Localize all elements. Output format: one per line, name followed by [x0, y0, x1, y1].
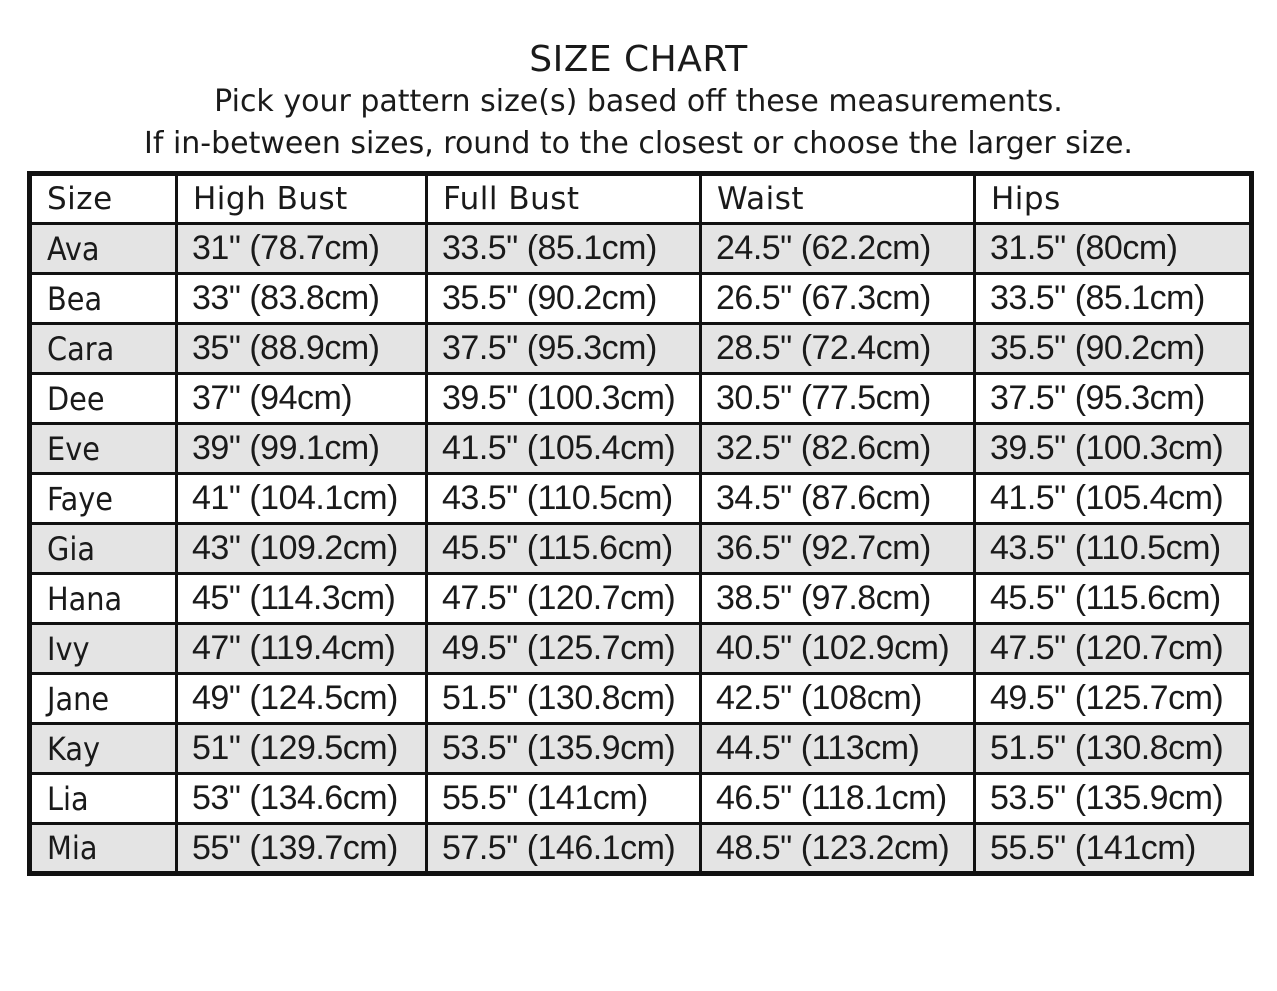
hips-cell: 41.5" (105.4cm)	[975, 474, 1252, 524]
full-bust-cell: 53.5" (135.9cm)	[427, 724, 701, 774]
table-row	[30, 824, 1252, 874]
subtitle-line-1: Pick your pattern size(s) based off these measurements.	[214, 84, 1063, 119]
header-full-bust: Full Bust	[427, 174, 701, 224]
full-bust-cell: 35.5" (90.2cm)	[427, 274, 701, 324]
full-bust-cell: 57.5" (146.1cm)	[427, 824, 701, 874]
hips-cell: 43.5" (110.5cm)	[975, 524, 1252, 574]
hips-cell: 51.5" (130.8cm)	[975, 724, 1252, 774]
full-bust-cell: 43.5" (110.5cm)	[427, 474, 701, 524]
hips-cell: 39.5" (100.3cm)	[975, 424, 1252, 474]
waist-cell: 44.5" (113cm)	[701, 724, 975, 774]
size-name: Lia	[30, 774, 177, 824]
high-bust-cell: 51" (129.5cm)	[177, 724, 427, 774]
header-hips: Hips	[975, 174, 1252, 224]
waist-cell: 42.5" (108cm)	[701, 674, 975, 724]
size-name: Hana	[30, 574, 177, 624]
waist-cell: 36.5" (92.7cm)	[701, 524, 975, 574]
size-name: Cara	[30, 324, 177, 374]
table-row	[30, 674, 1252, 724]
high-bust-cell: 31" (78.7cm)	[177, 224, 427, 274]
full-bust-cell: 55.5" (141cm)	[427, 774, 701, 824]
waist-cell: 46.5" (118.1cm)	[701, 774, 975, 824]
size-chart-table	[27, 171, 1254, 876]
full-bust-cell: 49.5" (125.7cm)	[427, 624, 701, 674]
size-name: Ava	[30, 224, 177, 274]
hips-cell: 47.5" (120.7cm)	[975, 624, 1252, 674]
size-name: Faye	[30, 474, 177, 524]
waist-cell: 30.5" (77.5cm)	[701, 374, 975, 424]
size-name: Mia	[30, 824, 177, 874]
header-size: Size	[30, 174, 177, 224]
waist-cell: 26.5" (67.3cm)	[701, 274, 975, 324]
size-name: Bea	[30, 274, 177, 324]
high-bust-cell: 39" (99.1cm)	[177, 424, 427, 474]
hips-cell: 55.5" (141cm)	[975, 824, 1252, 874]
page-title: SIZE CHART	[529, 39, 748, 80]
header-high-bust: High Bust	[177, 174, 427, 224]
table-row	[30, 424, 1252, 474]
size-name: Gia	[30, 524, 177, 574]
hips-cell: 31.5" (80cm)	[975, 224, 1252, 274]
full-bust-cell: 47.5" (120.7cm)	[427, 574, 701, 624]
hips-cell: 35.5" (90.2cm)	[975, 324, 1252, 374]
waist-cell: 32.5" (82.6cm)	[701, 424, 975, 474]
high-bust-cell: 49" (124.5cm)	[177, 674, 427, 724]
hips-cell: 37.5" (95.3cm)	[975, 374, 1252, 424]
hips-cell: 45.5" (115.6cm)	[975, 574, 1252, 624]
hips-cell: 33.5" (85.1cm)	[975, 274, 1252, 324]
waist-cell: 48.5" (123.2cm)	[701, 824, 975, 874]
full-bust-cell: 41.5" (105.4cm)	[427, 424, 701, 474]
hips-cell: 53.5" (135.9cm)	[975, 774, 1252, 824]
waist-cell: 34.5" (87.6cm)	[701, 474, 975, 524]
high-bust-cell: 55" (139.7cm)	[177, 824, 427, 874]
size-name: Eve	[30, 424, 177, 474]
table-row	[30, 224, 1252, 274]
table-row	[30, 274, 1252, 324]
high-bust-cell: 35" (88.9cm)	[177, 324, 427, 374]
table-row	[30, 624, 1252, 674]
subtitle-line-2: If in-between sizes, round to the closest or choose the larger size.	[144, 126, 1133, 161]
high-bust-cell: 37" (94cm)	[177, 374, 427, 424]
table-header-row	[30, 174, 1252, 224]
waist-cell: 40.5" (102.9cm)	[701, 624, 975, 674]
size-name: Dee	[30, 374, 177, 424]
high-bust-cell: 53" (134.6cm)	[177, 774, 427, 824]
high-bust-cell: 43" (109.2cm)	[177, 524, 427, 574]
size-name: Kay	[30, 724, 177, 774]
full-bust-cell: 39.5" (100.3cm)	[427, 374, 701, 424]
table-row	[30, 524, 1252, 574]
table-row	[30, 724, 1252, 774]
high-bust-cell: 33" (83.8cm)	[177, 274, 427, 324]
high-bust-cell: 47" (119.4cm)	[177, 624, 427, 674]
table-body	[30, 224, 1252, 874]
table-row	[30, 774, 1252, 824]
full-bust-cell: 45.5" (115.6cm)	[427, 524, 701, 574]
table-row	[30, 574, 1252, 624]
full-bust-cell: 33.5" (85.1cm)	[427, 224, 701, 274]
high-bust-cell: 41" (104.1cm)	[177, 474, 427, 524]
waist-cell: 24.5" (62.2cm)	[701, 224, 975, 274]
table-row	[30, 374, 1252, 424]
table-row	[30, 324, 1252, 374]
waist-cell: 28.5" (72.4cm)	[701, 324, 975, 374]
table-row	[30, 474, 1252, 524]
size-name: Ivy	[30, 624, 177, 674]
high-bust-cell: 45" (114.3cm)	[177, 574, 427, 624]
size-name: Jane	[30, 674, 177, 724]
waist-cell: 38.5" (97.8cm)	[701, 574, 975, 624]
full-bust-cell: 51.5" (130.8cm)	[427, 674, 701, 724]
hips-cell: 49.5" (125.7cm)	[975, 674, 1252, 724]
full-bust-cell: 37.5" (95.3cm)	[427, 324, 701, 374]
header-waist: Waist	[701, 174, 975, 224]
